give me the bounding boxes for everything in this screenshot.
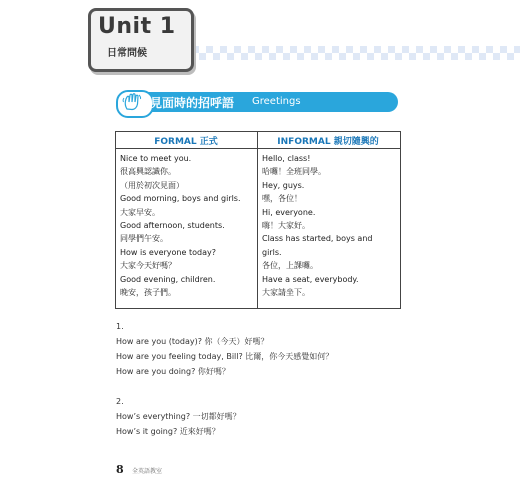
informal-header: INFORMAL 親切隨興的 <box>277 137 379 147</box>
formal-column <box>120 152 255 299</box>
informal-line: 哈囉！全班同學。 <box>262 167 326 177</box>
informal-line: Hello, class! <box>262 154 311 163</box>
section-title: 見面時的招呼語 <box>150 96 235 110</box>
example-line: How’s it going? 近來好嗎？ <box>116 427 220 436</box>
example-line: How are you feeling today, Bill? 比爾，你今天感覺如何？ <box>116 352 334 361</box>
example-list <box>116 319 333 439</box>
informal-line: Class has started, boys and <box>262 234 373 244</box>
group-number: 1. <box>116 322 124 331</box>
informal-line: girls. <box>262 247 282 257</box>
group-number: 2. <box>116 397 124 406</box>
spacer <box>116 379 333 394</box>
checker-pattern <box>185 46 520 60</box>
formal-line: Good morning, boys and girls. <box>120 194 241 204</box>
formal-line: 晚安，孩子們。 <box>120 288 176 298</box>
example-line: How’s everything? 一切都好嗎？ <box>116 412 241 421</box>
formal-line: 大家早安。 <box>120 207 160 217</box>
formal-line: Nice to meet you. <box>120 154 192 163</box>
informal-line: 嘿，各位！ <box>262 194 302 204</box>
formal-header: FORMAL 正式 <box>154 137 218 147</box>
informal-column <box>262 152 397 299</box>
formal-line: How is everyone today? <box>120 247 216 257</box>
formal-line: 大家今天好嗎？ <box>120 261 176 271</box>
chapter-header <box>0 0 520 70</box>
formal-line: Good afternoon, students. <box>120 221 225 231</box>
informal-line: Have a seat, everybody. <box>262 274 359 284</box>
formal-line: 同學們午安。 <box>120 234 168 244</box>
page-number: 8 <box>116 463 124 476</box>
formal-line: （用於初次見面） <box>120 180 184 190</box>
informal-line: Hey, guys. <box>262 180 305 190</box>
waving-hand-icon <box>121 92 145 112</box>
section-title-en: Greetings <box>252 96 301 107</box>
example-line: How are you doing? 你好嗎？ <box>116 367 230 376</box>
unit-title: Unit 1 <box>98 14 176 39</box>
column-divider <box>257 132 258 308</box>
informal-line: 嗨！大家好。 <box>262 221 310 231</box>
informal-line: Hi, everyone. <box>262 207 316 217</box>
greetings-table <box>115 131 401 309</box>
table-header-row <box>116 132 400 149</box>
book-title: 全英語教室 <box>132 468 163 475</box>
unit-subtitle: 日常問候 <box>107 48 147 59</box>
formal-line: 很高興認識你。 <box>120 167 176 177</box>
informal-line: 大家請坐下。 <box>262 288 310 298</box>
formal-line: Good evening, children. <box>120 274 216 284</box>
informal-line: 各位，上課囉。 <box>262 261 318 271</box>
example-line: How are you (today)? 你（今天）好嗎？ <box>116 337 269 346</box>
